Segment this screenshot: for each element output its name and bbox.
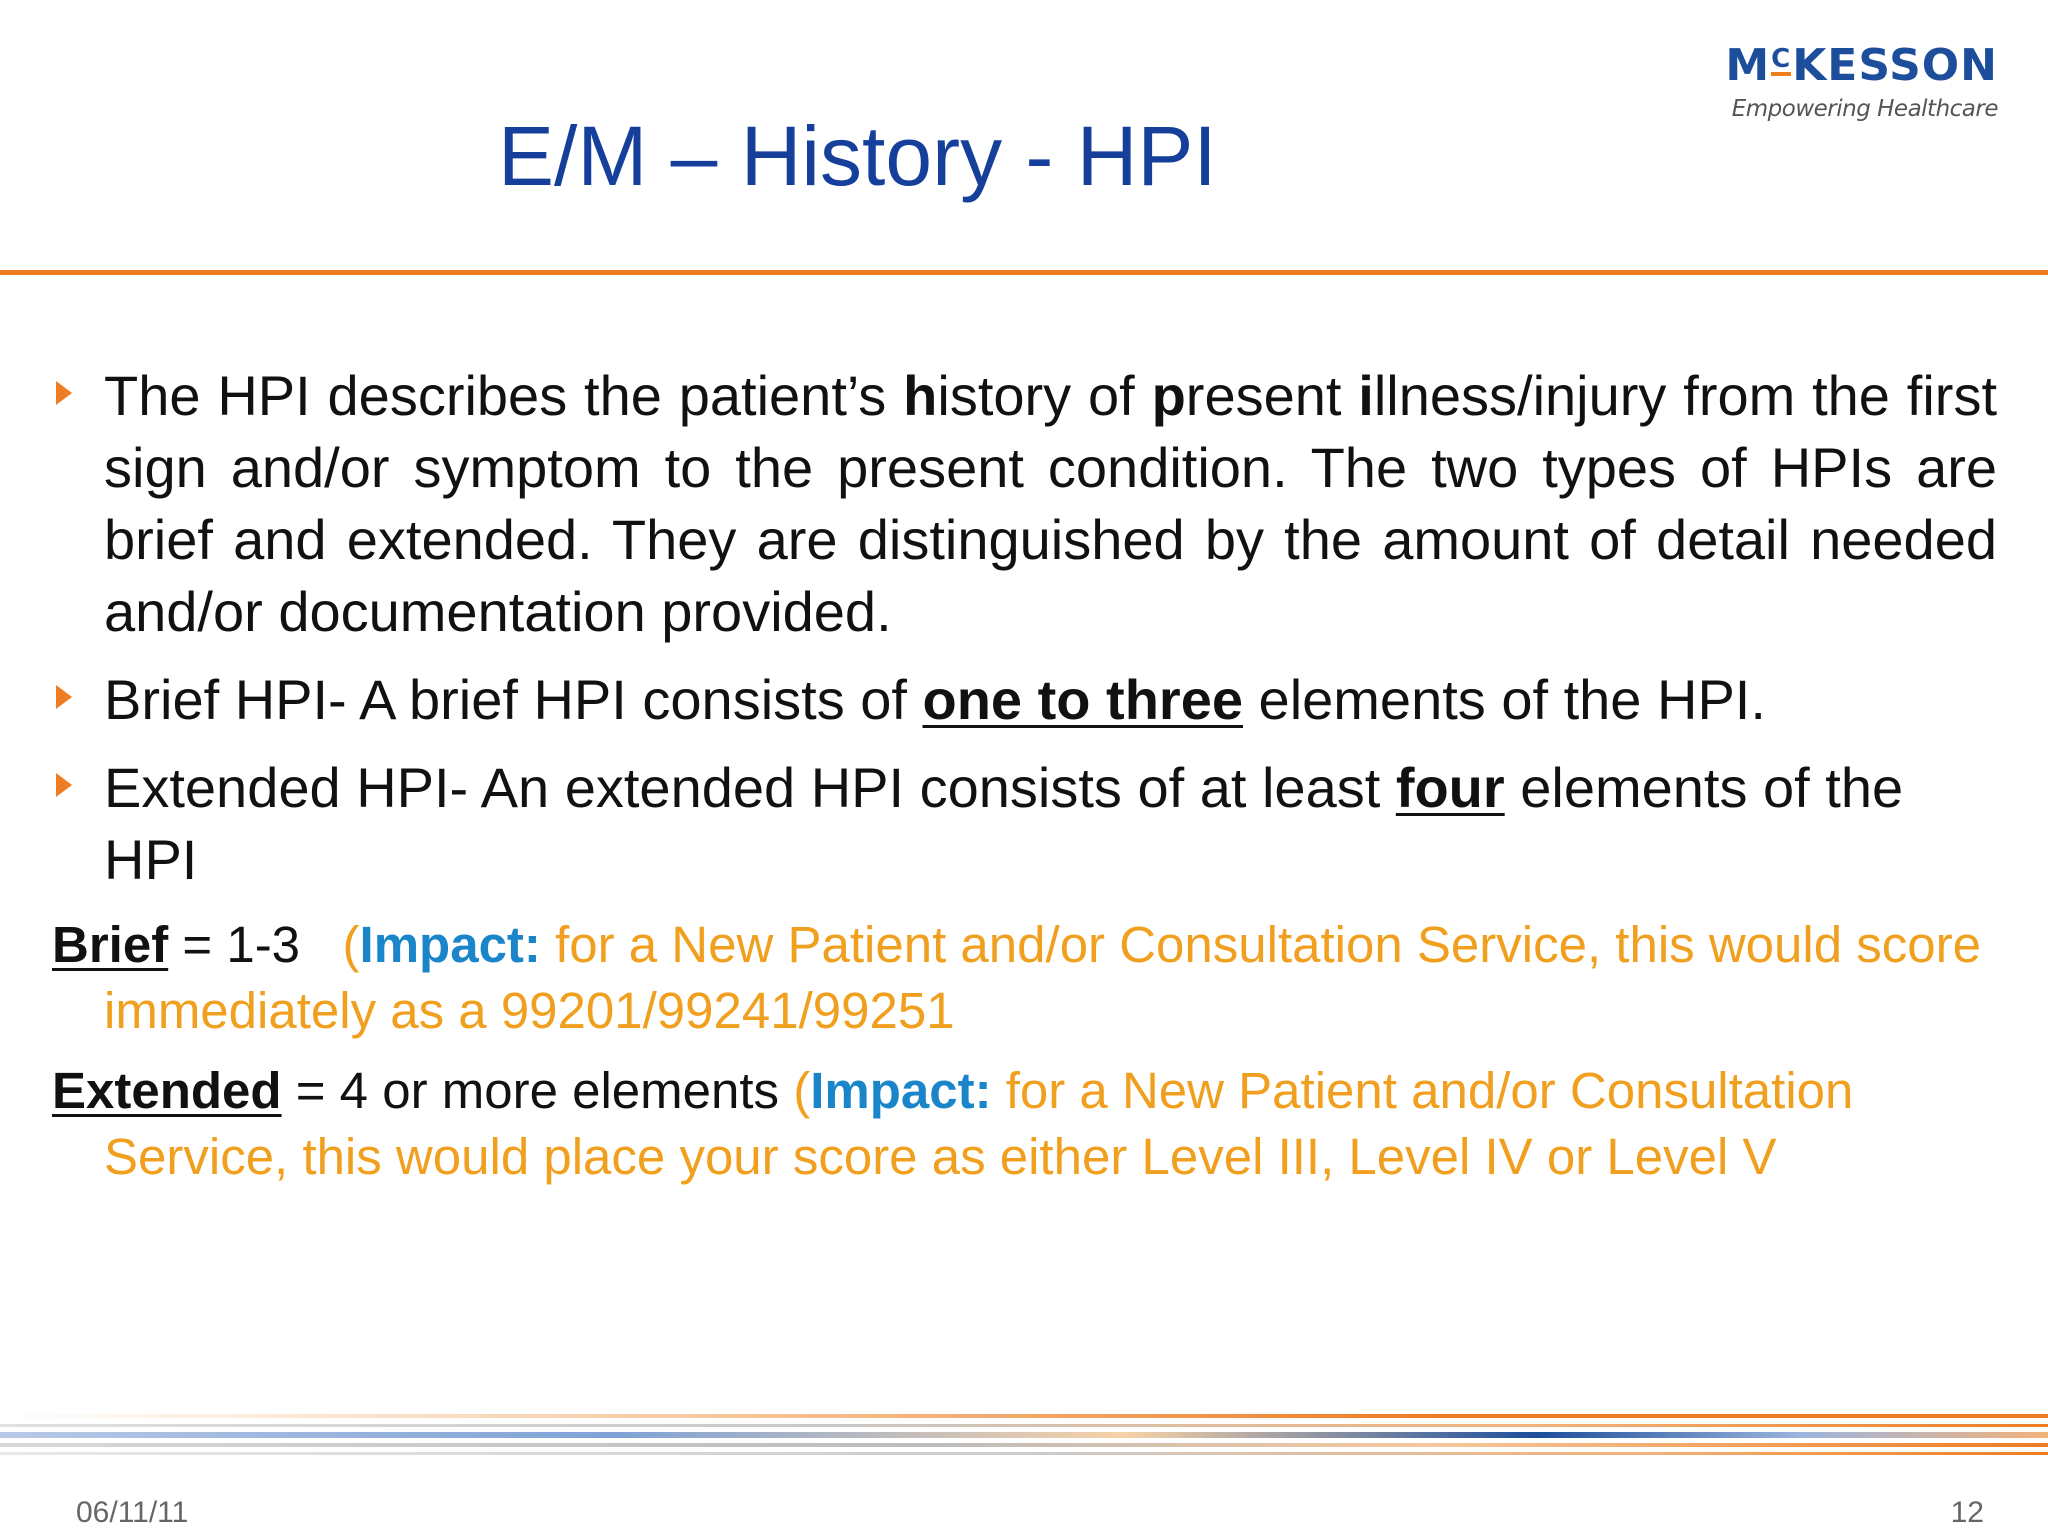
brief-impact-paragraph: Brief = 1-3 (Impact: for a New Patient and/or Consultation Service, this would score immediately as a 99201/99241/99251 (52, 916, 1981, 1039)
slide-title: E/M – History - HPI (498, 109, 1217, 203)
logo-wordmark: MCKESSON (1725, 40, 1998, 91)
slide-body (52, 360, 1997, 1190)
bullet-hpi-description: The HPI describes the patient’s history of present illness/injury from the first sign and/or symptom to the present condition. The two types of HPIs are brief and extended. They are distinguished by the amount of detail needed and/or documentation provided. (52, 360, 1997, 648)
extended-impact-paragraph: Extended = 4 or more elements (Impact: for a New Patient and/or Consultation Service, this would place your score as either Level III, Level IV or Level V (52, 1062, 1854, 1185)
page-number: 12 (1950, 1496, 1984, 1529)
footer-decorative-lines (0, 1410, 2048, 1470)
bullet-marker-icon (56, 685, 72, 709)
bullet-marker-icon (56, 773, 72, 797)
mckesson-logo (1678, 40, 1998, 122)
bullet-marker-icon (56, 381, 72, 405)
bullet-brief-hpi: Brief HPI- A brief HPI consists of one to three elements of the HPI. (52, 664, 1997, 736)
title-divider (0, 270, 2048, 275)
bullet-extended-hpi: Extended HPI- An extended HPI consists of at least four elements of the HPI (52, 752, 1997, 896)
footer-date: 06/11/11 (76, 1496, 189, 1529)
logo-tagline: Empowering Healthcare (1731, 96, 1998, 122)
